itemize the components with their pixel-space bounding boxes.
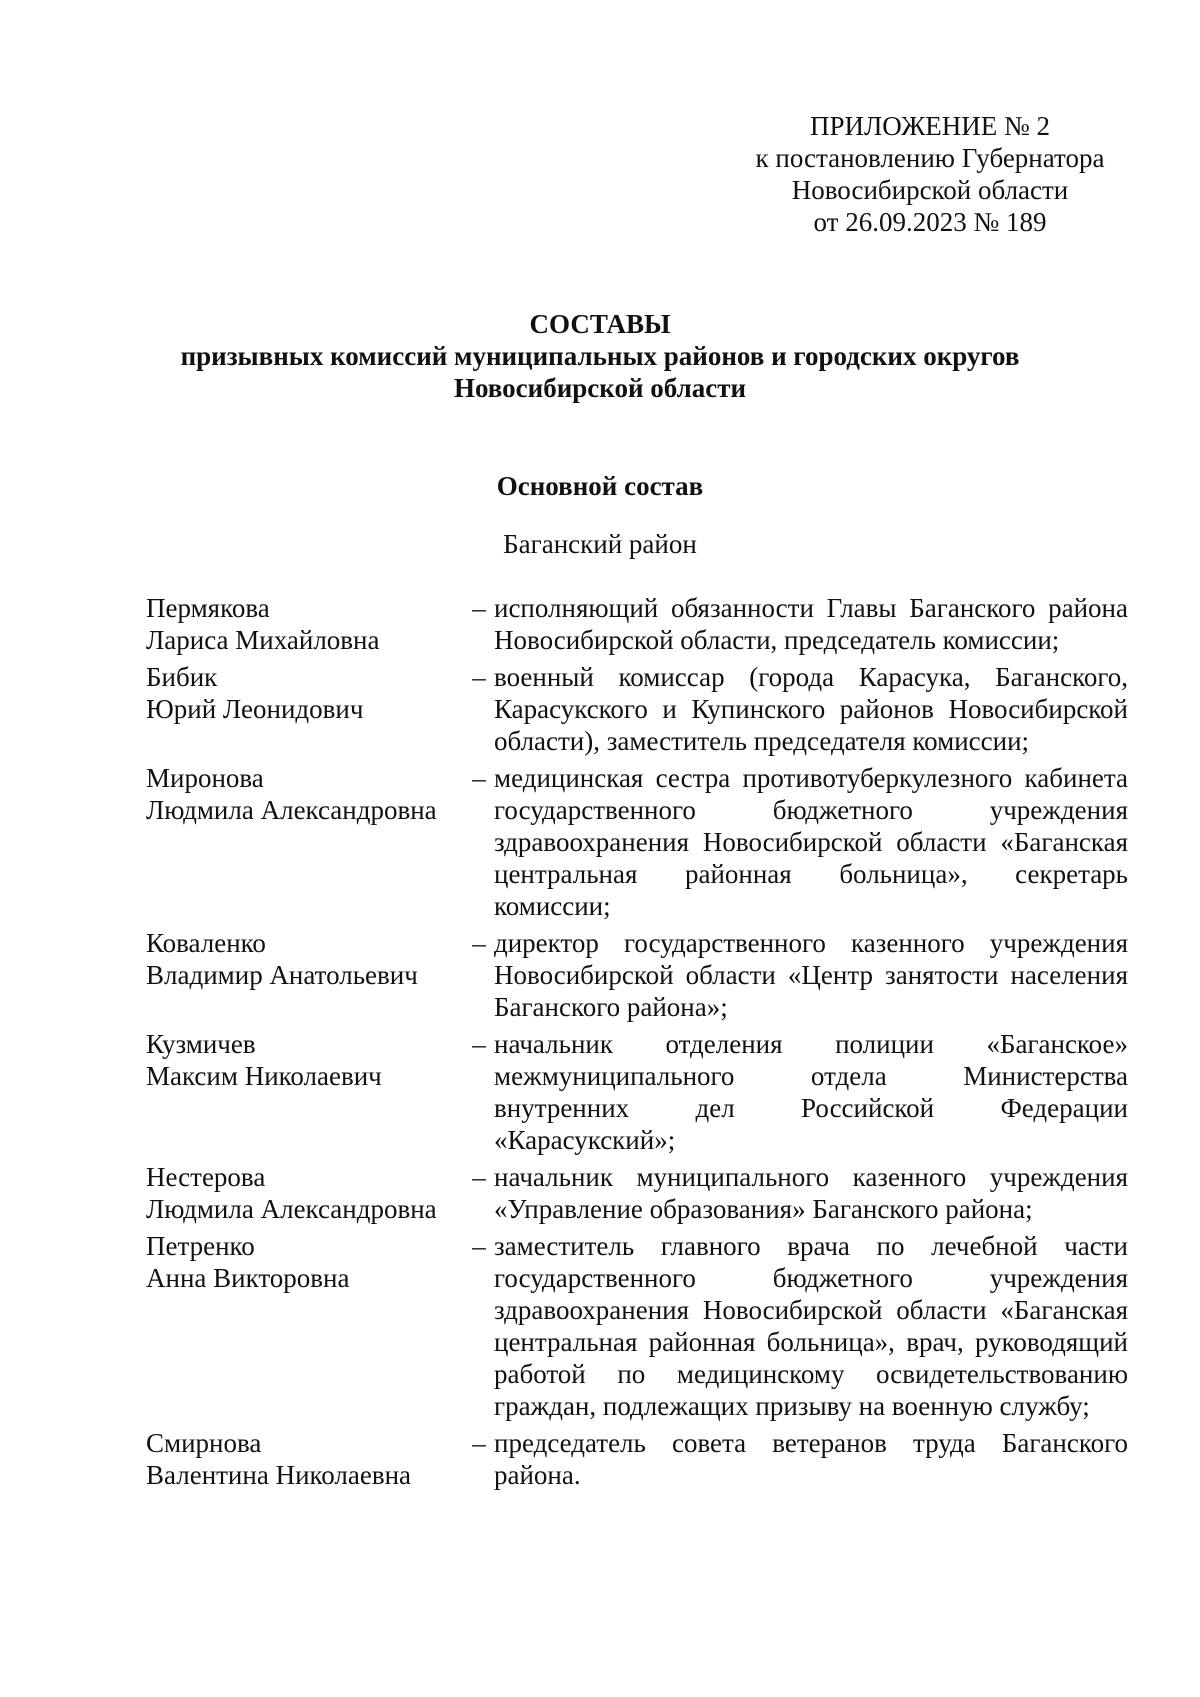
member-name bbox=[146, 592, 464, 656]
member-row bbox=[146, 1427, 1140, 1491]
member-role: военный комиссар (города Карасука, Баганского, Карасукского и Купинского районов Новосибирской области), заместитель председателя комиссии; bbox=[494, 662, 1128, 756]
member-surname: Пермякова bbox=[146, 593, 270, 623]
member-given-names: Лариса Михайловна bbox=[146, 625, 380, 655]
member-given-names: Людмила Александровна bbox=[146, 1194, 437, 1224]
dash-separator: – bbox=[472, 928, 486, 958]
member-surname: Миронова bbox=[146, 763, 264, 793]
member-surname: Смирнова bbox=[146, 1428, 262, 1458]
appendix-reference: к постановлению Губернатора bbox=[755, 143, 1105, 173]
title-line-3: Новосибирской области bbox=[453, 373, 747, 403]
member-role: начальник отделения полиции «Баганское» межмуниципального отдела Министерства внутренних дел Российской Федерации «Карасукский»; bbox=[494, 1029, 1128, 1155]
member-given-names: Людмила Александровна bbox=[146, 795, 437, 825]
member-given-names: Владимир Анатольевич bbox=[146, 960, 418, 990]
title-line-2: призывных комиссий муниципальных районов и городских округов bbox=[180, 341, 1020, 371]
member-name bbox=[146, 661, 464, 757]
member-surname: Кузмичев bbox=[146, 1029, 256, 1059]
member-role: заместитель главного врача по лечебной части государственного бюджетного учреждения здравоохранения Новосибирской области «Баганская центральная районная больница», врач, руководящий работой по медицинскому освидетельствованию граждан, подлежащих призыву на военную службу; bbox=[494, 1231, 1128, 1421]
dash-separator: – bbox=[472, 1162, 486, 1192]
member-role: председатель совета ветеранов труда Баганского района. bbox=[494, 1428, 1128, 1490]
dash-separator: – bbox=[472, 1428, 486, 1458]
member-name bbox=[146, 1230, 464, 1422]
district-heading: Баганский район bbox=[503, 529, 697, 559]
member-role: начальник муниципального казенного учреждения «Управление образования» Баганского района; bbox=[494, 1162, 1128, 1224]
member-row bbox=[146, 1028, 1140, 1156]
member-name bbox=[146, 927, 464, 1023]
dash-separator: – bbox=[472, 763, 486, 793]
dash-separator: – bbox=[472, 593, 486, 623]
members-list bbox=[146, 592, 1140, 1496]
member-given-names: Максим Николаевич bbox=[146, 1061, 382, 1091]
member-name bbox=[146, 762, 464, 922]
appendix-region: Новосибирской области bbox=[791, 175, 1069, 205]
member-row bbox=[146, 762, 1140, 922]
member-name bbox=[146, 1161, 464, 1225]
member-surname: Петренко bbox=[146, 1231, 255, 1261]
member-name bbox=[146, 1427, 464, 1491]
member-name bbox=[146, 1028, 464, 1156]
member-surname: Бибик bbox=[146, 662, 218, 692]
appendix-date: от 26.09.2023 № 189 bbox=[813, 207, 1047, 237]
section-heading: Основной состав bbox=[496, 471, 704, 501]
member-row bbox=[146, 1161, 1140, 1225]
dash-separator: – bbox=[472, 1029, 486, 1059]
member-given-names: Юрий Леонидович bbox=[146, 694, 364, 724]
member-surname: Коваленко bbox=[146, 928, 266, 958]
member-row bbox=[146, 1230, 1140, 1422]
dash-separator: – bbox=[472, 662, 486, 692]
member-given-names: Анна Викторовна bbox=[146, 1263, 350, 1293]
title-line-1: СОСТАВЫ bbox=[529, 309, 671, 339]
member-role: директор государственного казенного учреждения Новосибирской области «Центр занятости населения Баганского района»; bbox=[494, 928, 1128, 1022]
document-title bbox=[0, 308, 1200, 404]
dash-separator: – bbox=[472, 1231, 486, 1261]
member-role: медицинская сестра противотуберкулезного кабинета государственного бюджетного учреждения здравоохранения Новосибирской области «Баганская центральная районная больница», секретарь комиссии; bbox=[494, 763, 1128, 921]
appendix-number: ПРИЛОЖЕНИЕ № 2 bbox=[809, 111, 1051, 141]
member-given-names: Валентина Николаевна bbox=[146, 1460, 412, 1490]
member-role: исполняющий обязанности Главы Баганского района Новосибирской области, председатель комиссии; bbox=[494, 593, 1128, 655]
member-row bbox=[146, 927, 1140, 1023]
member-surname: Нестерова bbox=[146, 1162, 266, 1192]
member-row bbox=[146, 592, 1140, 656]
appendix-header bbox=[730, 110, 1130, 238]
member-row bbox=[146, 661, 1140, 757]
